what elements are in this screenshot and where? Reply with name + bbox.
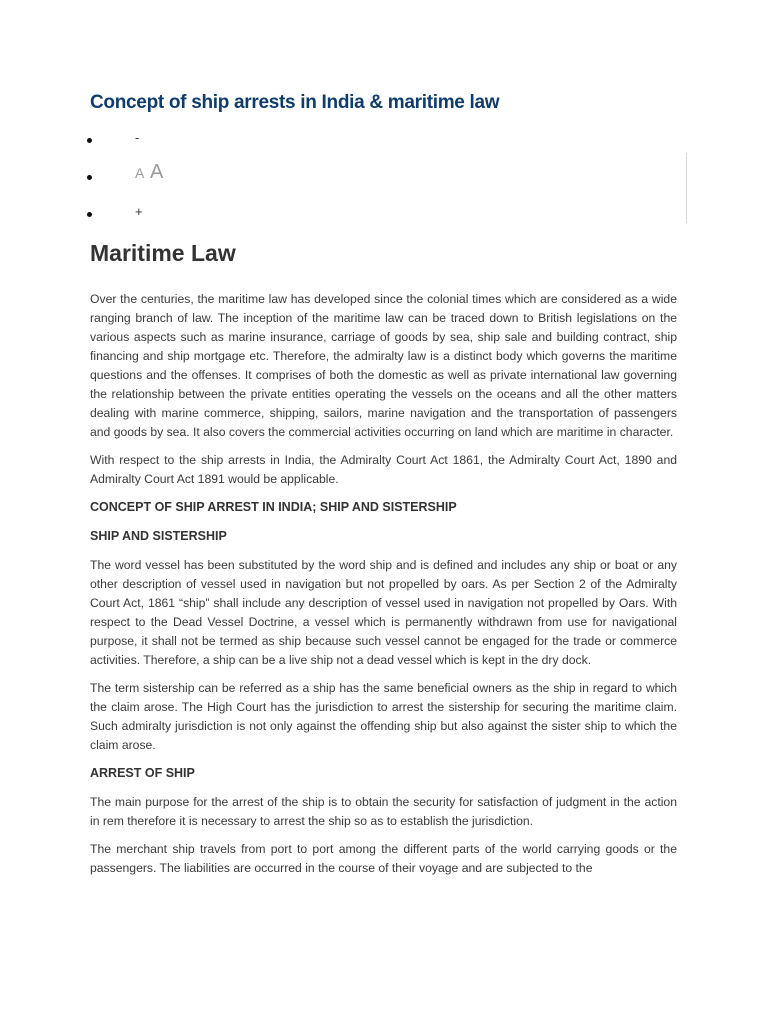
small-a-icon: A — [135, 165, 145, 181]
document-title: Concept of ship arrests in India & maritime law — [90, 92, 500, 113]
bullet-icon — [87, 212, 92, 217]
font-tool-item — [90, 204, 690, 241]
font-tool-item — [90, 161, 690, 204]
paragraph: The word vessel has been substituted by the word ship and is defined and includes any ship or boat or any other description of vessel used in navigation but not propelled by oars. As per Section 2 of the Admiralty Court Act, 1861 “ship” shall include any description of vessel used in navigation not propelled by Oars. With respect to the Dead Vessel Doctrine, a vessel which is permanently withdrawn from use for navigational purpose, it shall not be termed as ship because such vessel cannot be engaged for the trade or commerce activities. Therefore, a ship can be a live ship not a dead vessel which is kept in the dry dock. — [90, 558, 677, 667]
large-a-icon: A — [149, 161, 164, 183]
paragraph: With respect to the ship arrests in India, the Admiralty Court Act 1861, the Admiralty Court Act, 1890 and Admiralty Court Act 1891 would be applicable. — [90, 453, 677, 486]
decrease-font-button[interactable]: - — [135, 130, 140, 145]
subheading: CONCEPT OF SHIP ARREST IN INDIA; SHIP AND SISTERSHIP — [90, 500, 457, 514]
increase-font-button[interactable]: + — [135, 204, 143, 219]
bullet-icon — [87, 138, 92, 143]
paragraph: Over the centuries, the maritime law has developed since the colonial times which are considered as a wide ranging branch of law. The inception of the maritime law can be traced down to British legislations on the various aspects such as marine insurance, carriage of goods by sea, ship sale and building contract, ship financing and ship mortgage etc. Therefore, the admiralty law is a distinct body which governs the maritime questions and the offenses. It comprises of both the domestic as well as private international law governing the relationship between the private entities operating the vessels on the oceans and all the other matters dealing with marine commerce, shipping, sailors, marine navigation and the transportation of passengers and goods by sea. It also covers the commercial activities occurring on land which are maritime in character. — [90, 292, 677, 439]
font-tool-item — [90, 130, 690, 167]
divider — [686, 153, 687, 223]
subheading: SHIP AND SISTERSHIP — [90, 529, 227, 543]
font-size-controls — [90, 130, 690, 241]
bullet-icon — [87, 175, 92, 180]
article-body — [90, 290, 677, 887]
subheading: ARREST OF SHIP — [90, 766, 195, 780]
paragraph: The main purpose for the arrest of the ship is to obtain the security for satisfaction of judgment in the action in rem therefore it is necessary to arrest the ship so as to establish the jurisdiction. — [90, 795, 677, 828]
font-size-button[interactable] — [135, 161, 163, 184]
paragraph: The term sistership can be referred as a ship has the same beneficial owners as the ship in regard to which the claim arose. The High Court has the jurisdiction to arrest the sistership for securing the maritime claim. Such admiralty jurisdiction is not only against the offending ship but also against the sister ship to which the claim arose. — [90, 681, 677, 752]
section-heading: Maritime Law — [90, 240, 236, 266]
paragraph: The merchant ship travels from port to port among the different parts of the world carrying goods or the passengers. The liabilities are occurred in the course of their voyage and are subjected to the — [90, 842, 677, 875]
